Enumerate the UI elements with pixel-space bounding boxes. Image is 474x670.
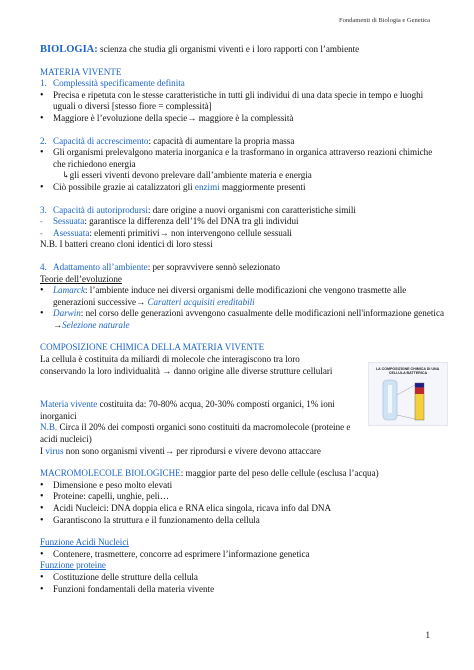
- bullet-icon: [40, 503, 53, 515]
- point-1: 1. Complessità specificamente definita: [40, 78, 185, 89]
- paragraph: La cellula è costituita da miliardi di molecole che interagiscono tra loro conservando la loro individualità → danno origine alle diverse strutture cellulari: [40, 354, 333, 376]
- page-number: 1: [425, 630, 430, 640]
- nb-note: N.B. I batteri creano cloni identici di loro stessi: [40, 239, 213, 250]
- list-item: • Acidi Nucleici: DNA doppia elica e RNA elica singola, ricava info dal DNA: [40, 503, 445, 515]
- bullet-icon: [40, 147, 53, 159]
- paragraph: Materia vivente costituita da: 70-80% acqua, 20-30% composti organici, 1% ioni inorganici: [40, 399, 335, 421]
- bullet-icon: [40, 480, 53, 492]
- list-item: • Dimensione e peso molto elevati: [40, 480, 445, 492]
- dash-icon: -: [40, 217, 43, 227]
- subheading-funzione-proteine: Funzione proteine: [40, 560, 106, 571]
- svg-text:LA COMPOSIZIONE CHIMICA DI UNA: [376, 367, 440, 375]
- composition-segment-2: [415, 387, 424, 394]
- composition-bar: [415, 383, 424, 420]
- list-item: • Proteine: capelli, unghie, peli…: [40, 491, 445, 503]
- bullet-icon: [40, 572, 53, 584]
- running-header: Fondamenti di Biologia e Genetica: [339, 17, 430, 24]
- composition-segment-1: [415, 383, 424, 387]
- intro-text: scienza che studia gli organismi viventi e i loro rapporti con l’ambiente: [97, 44, 360, 54]
- document-body: [40, 44, 445, 595]
- cell-composition-graphic: [369, 363, 447, 425]
- bullet-icon: [40, 491, 53, 503]
- bullet-icon: [40, 584, 53, 596]
- dash-icon: -: [40, 228, 43, 238]
- figure-title-line1: LA COMPOSIZIONE CHIMICA DI UNA: [375, 367, 440, 371]
- cell-composition-figure: [368, 362, 448, 426]
- point-3: 3. Capacità di autoriprodursi: dare origine a nuovi organismi con caratteristiche simili: [40, 204, 356, 215]
- intro-label: BIOLOGIA:: [40, 44, 98, 55]
- section-title-macromolecole: MACROMOLECOLE BIOLOGICHE: maggior parte del peso delle cellule (esclusa l’acqua): [40, 468, 379, 479]
- section-title-materia-vivente: MATERIA VIVENTE: [40, 66, 122, 77]
- list-item: • Funzioni fondamentali della materia vivente: [40, 584, 445, 596]
- bullet-icon: [40, 182, 53, 194]
- subheading-funzione-acidi-nucleici: Funzione Acidi Nucleici: [40, 537, 129, 548]
- list-item: • Gli organismi prelevalgono materia inorganica e la trasformano in organica attraverso reazioni chimiche che richiedono energia: [40, 147, 445, 170]
- point-4: 4. Adattamento all’ambiente: per sopravvivere sennò selezionato: [40, 261, 281, 272]
- connector-line: [397, 385, 415, 395]
- list-item: • Ciò possibile grazie ai catalizzatori gli enzimi maggiormente presenti: [40, 182, 445, 194]
- bullet-icon: [40, 285, 53, 297]
- list-item: - Sessuata: garantisce la differenza dell’1% del DNA tra gli individui: [40, 216, 299, 227]
- enzimi-term: enzimi: [194, 181, 220, 192]
- list-item: • Costituzione delle strutture della cellula: [40, 572, 445, 584]
- list-item: • Darwin: nel corso delle generazioni avvengono casualmente delle modificazioni nell'informazione genetica →Selezione naturale: [40, 308, 445, 331]
- bullet-icon: [40, 515, 53, 527]
- connector-line: [397, 415, 415, 419]
- composition-segment-3: [415, 394, 424, 420]
- figure-title-line2: CELLULA BATTERICA: [388, 371, 428, 376]
- bullet-icon: [40, 113, 53, 125]
- bullet-icon: [40, 90, 53, 102]
- paragraph: N.B. Circa il 20% dei composti organici sono costituiti da macromolecole (proteine e acidi nucleici): [40, 422, 351, 445]
- bullet-icon: [40, 308, 53, 320]
- sub-note: ↳gli esseri viventi devono prelevare dall’ambiente materia e energia: [62, 170, 312, 181]
- subheading-teorie: Teorie dell’evoluzione: [40, 273, 122, 284]
- paragraph: I virus non sono organismi viventi→ per riprodursi e vivere devono attaccare: [40, 445, 321, 456]
- point-2: 2. Capacità di accrescimento: capacità di aumentare la propria massa: [40, 135, 295, 146]
- bullet-icon: [40, 549, 53, 561]
- list-item: • Contenere, trasmettere, concorre ad esprimere l’informazione genetica: [40, 549, 445, 561]
- list-item: • Maggiore è l’evoluzione della specie→ maggiore è la complessità: [40, 113, 445, 125]
- list-item: • Precisa e ripetuta con le stesse caratteristiche in tutti gli individui di una data specie in tempo e luoghi uguali o diversi [stesso fiore = complessità]: [40, 90, 445, 113]
- list-item: - Asessuata: elementi primitivi→ non intervengono cellule sessuali: [40, 227, 292, 238]
- list-item: • Garantiscono la struttura e il funzionamento della cellula: [40, 515, 445, 527]
- list-item: • Lamarck: l’ambiente induce nei diversi organismi delle modificazioni che vengono trasmette alle generazioni successive→ Caratteri acquisiti ereditabili: [40, 285, 445, 308]
- beaker-highlight: [388, 385, 392, 413]
- section-title-composizione: COMPOSIZIONE CHIMICA DELLA MATERIA VIVENTE: [40, 342, 265, 353]
- intro-line: [40, 44, 445, 56]
